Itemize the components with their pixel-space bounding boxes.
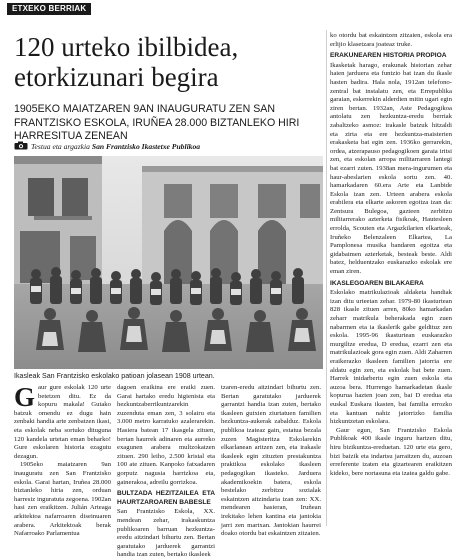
article-column-2 [117, 384, 215, 560]
photo-credit [14, 141, 314, 152]
drop-cap: G [14, 382, 36, 412]
article-paragraph: San Frantzisko Eskola, XX. mendean zehar, irakaskuntza publikoaren barruan hezkuntza-eredu aitzindari bihurtu zen. Bertan garatutako jarduerek garrantzi handia izan zuten, bertako ikasleek [117, 508, 215, 559]
section-tag: ETXEKO BERRIAK [7, 3, 91, 15]
section-heading: BULTZADA HEZITZAILEA ETA HAURTZAROAREN BABESLE [117, 490, 215, 506]
credit-source: San Frantzisko Ikastetxe Publikoa [91, 142, 201, 151]
camera-icon [14, 141, 28, 150]
subheadline: 1905EKO MAIATZAREN 9AN INAUGURATU ZEN SAN FRANTZISKO ESKOLA, IRUÑEA 28.000 BIZTANLEKO HIRI HARRESITUA ZENEAN [14, 103, 300, 142]
headline [14, 32, 314, 92]
article-paragraph: ko otordu bat eskaintzen zitzaien, eskola era erlijio klasetzara joateaz truke. [330, 32, 452, 48]
historic-photo [14, 156, 323, 369]
headline-line-1: 120 urteko ibilbidea, [14, 32, 239, 62]
article-column-3 [221, 384, 321, 539]
article-paragraph: Gaur egun, San Frantzisko Eskola Publikoak 400 ikasle inguru hartzen ditu, hiru bizikuntza-ereduetan. 120 urte eta gero, bizi baizik eta indartsu jarraitzen du, auzoan erreferente izaten eta gizartearen eraikitzen kideko, bere nortasuna eta izatea galdu gabe. [330, 426, 452, 477]
article-paragraph: dagoen eraikina ere eraiki zuen. Garai hartako eredu higienista eta hezkuntzaberrikuntzarekin zuzenduta eman zen, 3 solairu eta 3.000 metro karratuko azalerarekin. Hasiera batean 17 ikasgela zituen, bertan haurrek adinaren eta aurreko exagunen arabera multzokatzen zituen. 290 leiho, 2.500 kristal eta 100 ate zituen. Kanpoko fatxadaren gorputz nagusia harrizkoa eta, gainerakoa, adreilu gorrizkoa. [117, 384, 215, 486]
headline-line-2: etorkizunari begira [14, 62, 219, 92]
article-paragraph: 1905eko maiatzaren 9an inauguratu zen San Frantzisko eskola. Garai hartan, Iruñea 28.000 biztanleko hiria zen, orduan harresiz inguratuta zegoena. 1902an hasi zen eraikitzen. Julián Arteaga arkitektoa nafarroaren diseinuaren arabera. Arkitektoak berak Nafarroako Parlamentua [14, 461, 111, 538]
article-paragraph [14, 384, 111, 461]
article-text: aur gure eskolak 120 urte betetzen ditu. Ez da kopuru makala! Gutako batzuk omendu ez dugu hain zenbaki handia arte zenbatzen ikasi, eta eskolak neba sortuko dituguna 120 kandela urtetan eman beharko! Gure eskolaren historia ezagutu dezagun. [14, 384, 111, 460]
section-heading: IKASLEGOAREN BILAKAERA [330, 279, 424, 287]
article-column-1 [14, 384, 111, 539]
column-divider [326, 30, 327, 526]
article-paragraph: Ikasketak harago, erakunak historian zehar haien jarduera eta funtzio bat izan du ikasle hasten badira. Hala nola, 1912an telefono-zentral bat instalatu zen, eta Errepublika garaian, eskerrekin alderdien mitin ugari egin ziren bertan. 1932an, Aste Pedagogikoa antolatu zen hezkuntza-eredu berriak zabaltzeko asmoz: irakasle batzuk hitzaldi eta zirta eta ere hezkuntza-maisterien erakasketa bat egin zen. 1936ko gerrarekin, ordea, atzerapauso pedagogikoen garaia iritsi zen, eta eskolan arropa militarraren lantegi bat ezarri zuten. 1938an mera-ingurumen eta haur-abeslarien eskola sortu zen. 40. hamarkadaren 60.era Arte eta Lanbide Eskola izan zen. Urteen arabera eskola erabilera eta elkarte askoren egoitza izan da: Zentsura Bulegoa, gazteen zerbitzu militarrerako azterketa fisikoak, Hautesleen erroldа, Scouten eta Argazkilarien elkarteak, Iruñeko Belenzaleen Elkartea, La Pamplonesa musika bandaren egoitza eta gidabaimen azterketak, besteak beste. Aldi batez, helduentzako euskarazko eskolak ere eman ziren. [330, 61, 452, 276]
article-paragraph: tzaren-eredu aitzindari bihurtu zen. Bertan garatutako jarduerek garrantzi handia izan zuten, bertako ikasleen gutxien ziurtatuen familien hezkuntza-aukerak zabalduz. Eskola publikoa izateaz gain, estatua bezala zuzen Magisteritza Eskolarekin elkarlanean aritzen zen, eta irakasle ikasleek egin zituzten prestakuntza praktikoa eskolako ikasleen pedagogikan ikasteko. Jarduera akademikoekin batera, eskola bestelako zerbitzu sozialak eskaintzen aitzindaria izan zen: XX. mendearen hasieran, Iruñean irekitako lehen kantina eta jantokia jarri zen martxan. Jantokian haurrei doako otordu bat eskaintzen zitzaien. [221, 384, 321, 538]
photo-caption: Ikasleak San Frantzisko eskolako patioan jolasean 1908 urtean. [14, 372, 215, 380]
section-heading: ERAKUNEAREN HISTORIA PROPIOA [330, 52, 447, 60]
credit-prefix: Testua eta argazkia [31, 142, 90, 151]
article-column-4 [330, 32, 452, 478]
historic-photo-image [14, 156, 323, 369]
article-paragraph: Eskolako matrikulazioak aldaketa handiak izan ditu urteetan zehar. 1979-80 ikasturtean 828 ikasle zituen arren, 80ko hamarkadan zeharr matrikula beherakada egin zuen nabarmen eta ia ikaslerik gabe geldituz zen eskola. 1995-96 ikasturtean euskarazko murgiltze eredua, D eredua, ezarri zen eta matrikulazioak gora egin zuen. Aldi Zaharren eraikerazko ikasleen familien jatorria ere aldatu egin zen, eta eskolak bat bete zuen. Harrek inidarbertu egin zuen eskola eta auzoa bera. Hurrengo hamarkadetan ikasle kopurua hazten joan zen, bai D eredua eta euskal Euskara ikasten, bai familia errozko eta kantuan nahiz jatorrizko familia hizkuntzetan eskolara. [330, 289, 452, 426]
